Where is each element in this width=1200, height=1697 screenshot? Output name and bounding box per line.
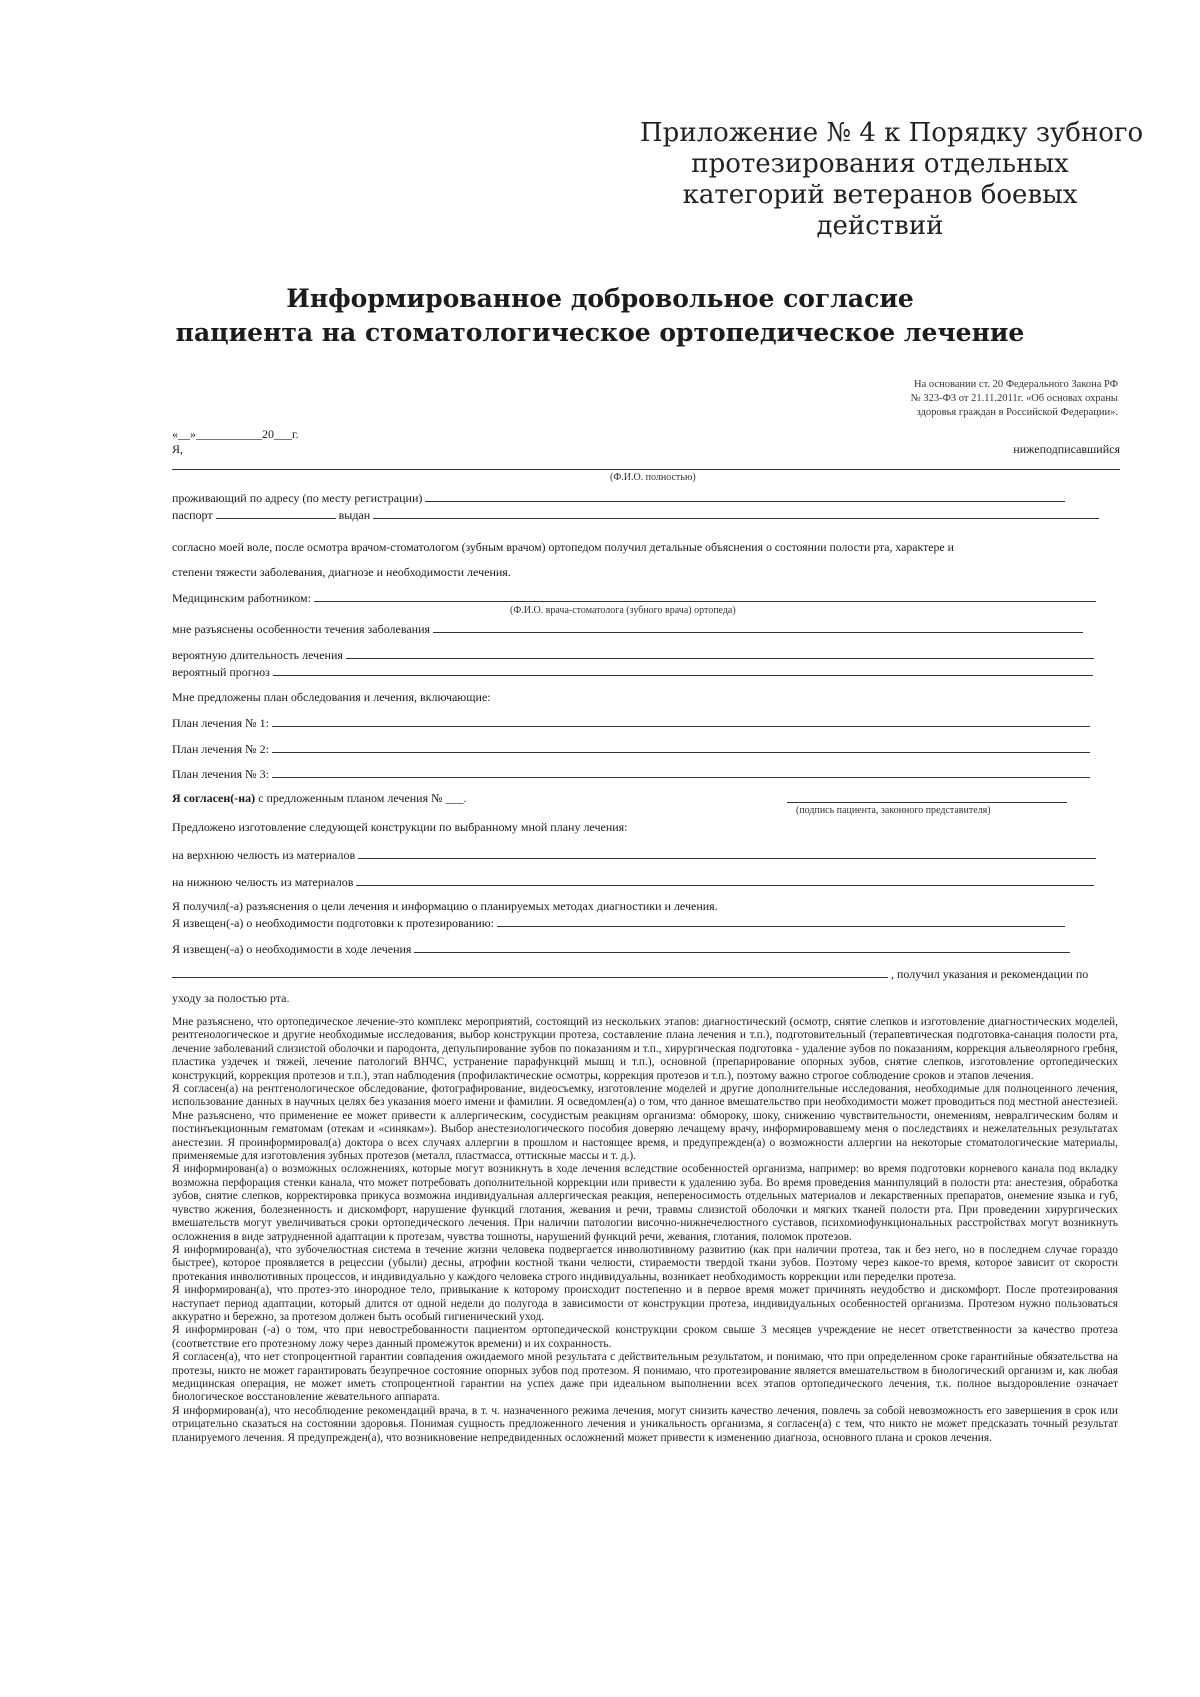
body-paragraph-3: Я информирован(а) о возможных осложнениях, которые могут возникнуть в ходе лечения вследствие особенностей организма, например: во время подготовки корневого канала под вкладку возможна перфорация стенки канала, что может потребовать дополнительной коррекции или привести к удалению зуба. Во время проведения манипуляций в полости рта: анестезия, обработка зубов, снятие слепков, корректировка прикуса возможна индивидуальная аллергическая реакция, непереносимость отдельных материалов и лекарственных препаратов, онемение языка и губ, чувство жжения, болезненность и дискомфорт, нарушение функций глотания, жевания и речи, травмы слизистой оболочки и мягких тканей полости рта. При проведении хирургических вмешательств могут увеличиваться сроки ортопедического лечения. При наличии патологии височно-нижнечелюстного суставов, психомиофункциональных расстройствах могут возникнуть осложнения в виде затрудненной адаптации к протезам, чувства тошноты, нарушений функций речи, жевания, глотания, поломок протезов. <box>172 1163 1118 1243</box>
plan-2-label: План лечения № 2: <box>172 742 269 756</box>
date-field-row <box>172 427 1120 441</box>
passport-input-line[interactable] <box>216 507 336 519</box>
prognosis-input-line[interactable] <box>273 664 1093 676</box>
doctor-caption: (Ф.И.О. врача-стоматолога (зубного врача) ортопеда) <box>510 605 736 616</box>
address-row <box>172 490 1120 505</box>
during-row <box>172 941 1120 956</box>
plan-1-input-line[interactable] <box>272 715 1090 727</box>
received-info: Я получил(-а) разъяснения о цели лечения и информацию о планируемых методах диагностики и лечения. <box>172 899 718 913</box>
consent-body <box>172 1016 1118 1445</box>
body-paragraph-8: Я информирован(а), что несоблюдение рекомендаций врача, в т. ч. назначенного режима лечения, могут снизить качество лечения, повлечь за собой невозможность его завершения в срок или отрицательно сказаться на состоянии здоровья. Понимая сущность предложенного лечения и уникальность организма, я согласен(а) с тем, что никто не может предсказать точный результат планируемого лечения. Я предупрежден(а), что возникновение непредвиденных осложнений может привести к изменению диагноза, основного плана и сроков лечения. <box>172 1404 1118 1444</box>
patient-name-line[interactable] <box>172 469 1120 470</box>
agree-row <box>172 791 1120 805</box>
consent-line-2: степени тяжести заболевания, диагнозе и необходимости лечения. <box>172 565 511 579</box>
appendix-line-4: действий <box>816 211 944 241</box>
title-line-1: Информированное добровольное согласие <box>286 284 914 313</box>
document-title <box>0 282 1200 350</box>
signature-input-line[interactable] <box>787 791 1067 803</box>
got-instructions-label: , получил указания и рекомендации по <box>891 967 1089 981</box>
duration-label: вероятную длительность лечения <box>172 648 343 662</box>
prep-label: Я извещен(-а) о необходимости подготовки к протезированию: <box>172 916 494 930</box>
issued-input-line[interactable] <box>373 507 1099 519</box>
plans-intro: Мне предложены план обследования и лечения, включающие: <box>172 690 491 704</box>
instructions-row <box>172 966 1120 981</box>
prognosis-label: вероятный прогноз <box>172 665 270 679</box>
patient-name-row <box>172 442 1120 456</box>
address-label: проживающий по адресу (по месту регистрации) <box>172 491 423 505</box>
fio-caption: (Ф.И.О. полностью) <box>610 472 696 483</box>
disease-row <box>172 621 1120 636</box>
body-paragraph-2: Я согласен(а) на рентгенологическое обследование, фотографирование, видеосъемку, изготовление моделей и другие дополнительные исследования, необходимые для полноценного лечения, использование данных в научных целях без указания моего имени и фамилии. Я осведомлен(а) о том, что данное вмешательство при необходимости может проводиться под местной анестезией. Мне разъяснено, что применение ее может привести к аллергическим, сосудистым реакциям организма: обмороку, шоку, снижению чувствительности, онемениям, невралгическим болям и постинъекционным гематомам (отекам и «синякам»). Выбор анестезиологического пособия доверяю лечащему врачу, информировавшему меня о последствиях и нежелательных результатах анестезии. Я проинформировал(а) доктора о всех случаях аллергии в прошлом и настоящее время, и предупрежден(а) о возможности аллергии на некоторые стоматологические материалы, применяемые для изготовления зубных протезов (металл, пластмасса, оттискные массы и т. д.). <box>172 1083 1118 1163</box>
appendix-line-1: Приложение № 4 к Порядку зубного <box>640 118 1144 148</box>
oral-care-label: уходу за полостью рта. <box>172 991 290 1005</box>
passport-row <box>172 507 1120 522</box>
plan-1-label: План лечения № 1: <box>172 716 269 730</box>
prognosis-row <box>172 664 1120 679</box>
medic-input-line[interactable] <box>314 590 1096 602</box>
issued-label: выдан <box>338 508 371 522</box>
plan-3-row <box>172 766 1120 781</box>
agree-bold-label: Я согласен(-на) <box>172 791 256 805</box>
disease-input-line[interactable] <box>433 621 1083 633</box>
consent-line-1: согласно моей воле, после осмотра врачом-стоматологом (зубным врачом) ортопедом получил детальные объяснения о состоянии полости рта, характере и <box>172 540 954 554</box>
plan-3-label: План лечения № 3: <box>172 767 269 781</box>
legal-basis-note <box>868 378 1118 420</box>
lower-jaw-input-line[interactable] <box>356 874 1094 886</box>
lower-jaw-label: на нижнюю челюсть из материалов <box>172 875 354 889</box>
appendix-heading <box>640 118 1144 242</box>
lower-jaw-row <box>172 874 1120 889</box>
appendix-line-2: протезирования отдельных <box>691 149 1069 179</box>
plan-2-row <box>172 741 1120 756</box>
basis-line-1: На основании ст. 20 Федерального Закона РФ <box>914 379 1118 390</box>
plan-3-input-line[interactable] <box>272 766 1090 778</box>
disease-label: мне разъяснены особенности течения заболевания <box>172 622 431 636</box>
upper-jaw-row <box>172 847 1120 862</box>
body-paragraph-1: Мне разъяснено, что ортопедическое лечение-это комплекс мероприятий, состоящий из нескольких этапов: диагностический (осмотр, снятие слепков и изготовление диагностических моделей, рентгенологическое и другие необходимые исследования, выбор конструкции протеза, составление плана лечения и т.п.), подготовительный (терапевтическая подготовка-санация полости рта, лечение заболеваний слизистой оболочки и пародонта, депульпирование зубов по показаниям и т.п., хирургическая подготовка - удаление зубов по показаниям, коррекция альвеолярного гребня, пластика уздечек и тяжей, лечение патологий ВНЧС, устранение парафункций мышц и т.п.), основной (препарирование опорных зубов, снятие слепков, изготовление ортопедических конструкций, коррекция протезов и т.п.), этап наблюдения (профилактические осмотры, коррекция протезов и т.п.), поэтому важно строгое соблюдение сроков и этапов лечения. <box>172 1016 1118 1082</box>
instructions-input-line[interactable] <box>172 966 888 978</box>
title-line-2: пациента на стоматологическое ортопедическое лечение <box>175 318 1025 347</box>
date-field[interactable]: «__»___________20___г. <box>172 427 299 441</box>
passport-label: паспорт <box>172 508 213 522</box>
undersigned-label: нижеподписавшийся <box>1013 442 1120 456</box>
ya-label: Я, <box>172 442 184 456</box>
medic-label: Медицинским работником: <box>172 591 311 605</box>
plan-2-input-line[interactable] <box>272 741 1090 753</box>
during-input-line[interactable] <box>414 941 1070 953</box>
prep-row <box>172 915 1120 930</box>
during-label: Я извещен(-а) о необходимости в ходе лечения <box>172 942 412 956</box>
body-paragraph-5: Я информирован(а), что протез-это инородное тело, привыкание к которому происходит постепенно и в первое время может причинять неудобство и дискомфорт. После протезирования наступает период адаптации, который длится от одной недели до полугода в зависимости от конструкции протеза, индивидуальных особенностей организма. Протезом нужно пользоваться аккуратно и бережно, за протезом должен быть особый гигиенический уход. <box>172 1284 1118 1323</box>
duration-input-line[interactable] <box>346 647 1094 659</box>
address-input-line[interactable] <box>425 490 1065 502</box>
upper-jaw-label: на верхнюю челюсть из материалов <box>172 848 356 862</box>
prep-input-line[interactable] <box>497 915 1065 927</box>
body-paragraph-4: Я информирован(а), что зубочелюстная система в течение жизни человека подвергается инволютивному развитию (как при наличии протеза, так и без него, но в последнем случае гораздо быстрее), которое проявляется в рецессии (убыли) десны, атрофии костной ткани челюсти, стираемости твердой ткани зубов. Поэтому через какое-то время, которое зависит от скорости протекания инволютивных процессов, и индивидуально у каждого человека строго индивидуальны, возникает необходимость коррекции или переделки протеза. <box>172 1243 1118 1283</box>
basis-line-3: здоровья граждан в Российской Федерации». <box>916 407 1118 418</box>
agree-rest-label: с предложенным планом лечения № ___. <box>258 791 467 805</box>
plan-1-row <box>172 715 1120 730</box>
basis-line-2: № 323-ФЗ от 21.11.2011г. «Об основах охраны <box>910 393 1118 404</box>
upper-jaw-input-line[interactable] <box>358 847 1096 859</box>
medic-row <box>172 590 1120 605</box>
construction-intro: Предложено изготовление следующей конструкции по выбранному мной плану лечения: <box>172 820 628 834</box>
duration-row <box>172 647 1120 662</box>
body-paragraph-6: Я информирован (-а) о том, что при невостребованности пациентом ортопедической конструкции сроком свыше 3 месяцев учреждение не несет ответственности за качество протеза (соответствие его протезному ложу через данный промежуток времени) и их сохранность. <box>172 1324 1118 1350</box>
body-paragraph-7: Я согласен(а), что нет стопроцентной гарантии совпадения ожидаемого мной результата с действительным результатом, и понимаю, что при определенном сроке гарантийные обязательства на протезы, никто не может гарантировать безупречное состояние опорных зубов под протезом. Я понимаю, что протезирование является вмешательством в биологический организм и, как любая медицинская операция, не может иметь стопроцентной гарантии на успех даже при идеальном выполнении всех этапов ортопедического лечения, т.к. полное выздоровление означает биологическое восстановление жевательного аппарата. <box>172 1351 1118 1404</box>
signature-caption: (подпись пациента, законного представителя) <box>796 805 991 816</box>
appendix-line-3: категорий ветеранов боевых <box>682 180 1078 210</box>
